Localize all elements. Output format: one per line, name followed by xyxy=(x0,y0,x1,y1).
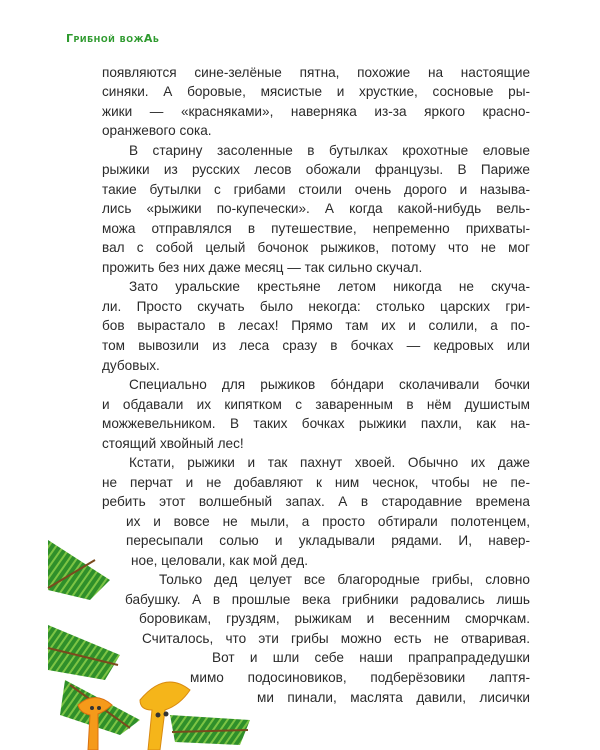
text-line: такие бутылки с грибами стоили очень дорого и называ- xyxy=(102,182,530,197)
text-line: и обдавали их кипятком с заваренным в нём душистым xyxy=(102,397,530,412)
fir-branches-and-chanterelles-illustration xyxy=(0,520,260,750)
text-line: пересыпали солью и укладывали рядами. И, навер- xyxy=(126,533,530,548)
text-line: Кстати, рыжики и так пахнут хвоей. Обычно их даже xyxy=(129,455,530,470)
text-line: Зато уральские крестьяне летом никогда не скуча- xyxy=(129,279,530,294)
text-line: их и вовсе не мыли, а просто обтирали полотенцем, xyxy=(126,514,530,529)
text-line: можа отправлялся в путешествие, непременно прихваты- xyxy=(102,221,530,236)
text-line: боровикам, груздям, рыжикам и весенним сморчкам. xyxy=(139,611,530,626)
text-line: ми пинали, маслята давили, лисички xyxy=(257,690,530,705)
text-line: дубовых. xyxy=(102,358,160,373)
text-line: рыжики из русских лесов обожали французы. В Париже xyxy=(102,162,530,177)
text-line: можжевельником. В таких бочках рыжики пахли, как на- xyxy=(102,416,530,431)
text-line: Считалось, что эти грибы можно есть не отваривая. xyxy=(142,631,530,646)
text-line: Вот и шли себе наши прапрапрадедушки xyxy=(212,650,530,665)
running-header: Грибной вожАь xyxy=(66,32,160,45)
text-line: ребить этот волшебный запах. А в стародавние времена xyxy=(102,494,530,509)
text-line: бабушку. А в прошлые века грибники радовались лишь xyxy=(125,592,530,607)
text-line: том вывозили из леса сразу в бочках — кедровых или xyxy=(102,338,530,353)
text-line: Специально для рыжиков бо́ндари сколачивали бочки xyxy=(129,377,530,392)
text-line: ное, целовали, как мой дед. xyxy=(131,553,308,568)
text-line: вал с собой целый бочонок рыжиков, потому что не мог xyxy=(102,240,530,255)
text-line: ли. Просто скучать было некогда: столько царских гри- xyxy=(102,299,530,314)
fir-branch-icon xyxy=(48,540,110,600)
text-line: жики — «красняками», наверняка из-за яркого красно- xyxy=(102,104,530,119)
text-line: стоящий хвойный лес! xyxy=(102,436,244,451)
text-line: прожить без них даже месяц — так сильно скучал. xyxy=(102,260,423,275)
text-line: В старину засоленные в бутылках крохотные еловые xyxy=(129,143,530,158)
text-line: мимо подосиновиков, подберёзовики лаптя- xyxy=(190,670,530,685)
fir-branch-icon xyxy=(170,715,250,745)
text-line: не перчат и не добавляют к ним чеснок, чтобы не пе- xyxy=(102,475,530,490)
text-line: синяки. А боровые, мясистые и хрусткие, сосновые ры- xyxy=(102,84,530,99)
text-line: оранжевого сока. xyxy=(102,123,212,138)
fir-branch-icon xyxy=(48,625,120,680)
text-line: появляются сине-зелёные пятна, похожие на настоящие xyxy=(102,65,530,80)
text-line: Только дед целует все благородные грибы, словно xyxy=(159,572,530,587)
text-line: лись «рыжики по-купечески». А когда какой-нибудь вель- xyxy=(102,201,530,216)
text-line: бов вырастало в лесах! Прямо там их и солили, а по- xyxy=(102,318,530,333)
